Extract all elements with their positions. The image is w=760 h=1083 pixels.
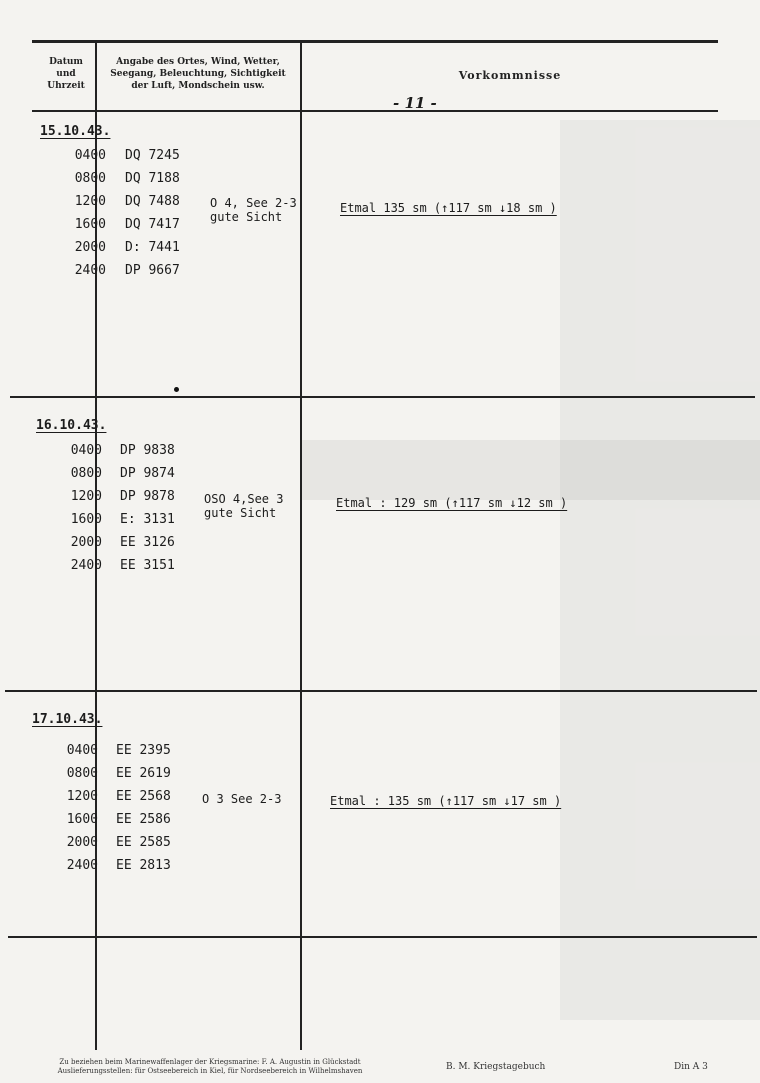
footer-line: Zu beziehen beim Marinewaffenlager der Kriegsmarine: F. A. Augustin in Glückstadt bbox=[59, 1058, 361, 1066]
time-text: 2000 bbox=[74, 240, 106, 255]
header-date-col bbox=[38, 56, 94, 92]
grid-cell: EE 2586 bbox=[116, 812, 171, 827]
time-text: 1600 bbox=[74, 217, 106, 232]
weather-note bbox=[204, 492, 283, 520]
scan-shading bbox=[560, 120, 760, 1020]
time-text: 0800 bbox=[74, 171, 106, 186]
weather-line: O 3 See 2-3 bbox=[202, 792, 282, 806]
time-text: 2400 bbox=[66, 858, 98, 873]
entry-date: 16.10.43. bbox=[36, 418, 107, 433]
time-text: 2400 bbox=[74, 263, 106, 278]
time-cell bbox=[56, 440, 102, 462]
weather-line: OSO 4,See 3 bbox=[204, 492, 284, 506]
time-cell bbox=[56, 555, 102, 577]
time-text: 1200 bbox=[70, 489, 102, 504]
grid-cell: DP 9878 bbox=[120, 489, 175, 504]
grid-cell: EE 2813 bbox=[116, 858, 171, 873]
time-cell bbox=[60, 191, 106, 213]
etmal-note: Etmal : 135 sm (↑117 sm ↓17 sm ) bbox=[330, 794, 562, 808]
weather-line: gute Sicht bbox=[210, 210, 283, 224]
grid-cell: EE 3126 bbox=[120, 535, 175, 550]
time-text: 0400 bbox=[66, 743, 98, 758]
time-text: 1200 bbox=[66, 789, 98, 804]
time-cell bbox=[56, 486, 102, 508]
grid-cell: DQ 7188 bbox=[125, 171, 180, 186]
grid-cell: DQ 7417 bbox=[125, 217, 180, 232]
time-cell bbox=[60, 237, 106, 259]
time-cell bbox=[52, 855, 98, 877]
footer-imprint bbox=[30, 1058, 390, 1076]
time-text: 2000 bbox=[66, 835, 98, 850]
time-cell bbox=[60, 145, 106, 167]
header-text: Seegang, Beleuchtung, Sichtigkeit bbox=[110, 69, 286, 79]
weather-line: O 4, See 2-3 bbox=[210, 196, 297, 210]
grid-cell: DQ 7245 bbox=[125, 148, 180, 163]
time-text: 2400 bbox=[70, 558, 102, 573]
grid-cell: EE 3151 bbox=[120, 558, 175, 573]
etmal-note: Etmal 135 sm (↑117 sm ↓18 sm ) bbox=[340, 201, 557, 215]
header-events-col: Vorkommnisse bbox=[458, 69, 562, 82]
grid-cell: D: 7441 bbox=[125, 240, 180, 255]
place-column-rule bbox=[300, 40, 302, 1050]
header-text: und bbox=[56, 69, 76, 79]
time-cell bbox=[60, 214, 106, 236]
footer-form-name: B. M. Kriegstagebuch bbox=[446, 1062, 546, 1072]
header-text: Datum bbox=[49, 57, 83, 67]
grid-cell: E: 3131 bbox=[120, 512, 175, 527]
header-text: der Luft, Mondschein usw. bbox=[131, 81, 265, 91]
entry-date: 17.10.43. bbox=[32, 712, 103, 727]
time-cell bbox=[52, 786, 98, 808]
time-cell bbox=[60, 168, 106, 190]
time-cell bbox=[52, 763, 98, 785]
time-text: 0800 bbox=[70, 466, 102, 481]
weather-line: gute Sicht bbox=[204, 506, 277, 520]
time-cell bbox=[56, 463, 102, 485]
time-cell bbox=[52, 832, 98, 854]
time-text: 1200 bbox=[74, 194, 106, 209]
time-text: 1600 bbox=[66, 812, 98, 827]
footer-line: Auslieferungsstellen: für Ostseebereich in Kiel, für Nordseebereich in Wilhelmshaven bbox=[57, 1067, 363, 1075]
entry-divider bbox=[10, 396, 755, 398]
time-cell bbox=[52, 740, 98, 762]
time-text: 0400 bbox=[74, 148, 106, 163]
entry-date: 15.10.43. bbox=[40, 124, 111, 139]
time-text: 0800 bbox=[66, 766, 98, 781]
grid-cell: EE 2568 bbox=[116, 789, 171, 804]
grid-cell: EE 2619 bbox=[116, 766, 171, 781]
header-place-col bbox=[98, 56, 298, 92]
time-cell bbox=[52, 809, 98, 831]
weather-note bbox=[210, 196, 297, 224]
grid-cell: DQ 7488 bbox=[125, 194, 180, 209]
entry-divider bbox=[8, 936, 757, 938]
time-cell bbox=[60, 260, 106, 282]
ink-dot bbox=[174, 387, 179, 392]
time-cell bbox=[56, 532, 102, 554]
grid-cell: EE 2395 bbox=[116, 743, 171, 758]
time-cell bbox=[56, 509, 102, 531]
entry-divider bbox=[5, 690, 757, 692]
top-rule bbox=[32, 40, 718, 43]
grid-cell: DP 9667 bbox=[125, 263, 180, 278]
time-text: 2000 bbox=[70, 535, 102, 550]
header-text: Uhrzeit bbox=[47, 81, 85, 91]
page-number: - 11 - bbox=[393, 94, 437, 112]
header-rule bbox=[32, 110, 718, 112]
grid-cell: DP 9838 bbox=[120, 443, 175, 458]
grid-cell: EE 2585 bbox=[116, 835, 171, 850]
footer-paper-size: Din A 3 bbox=[674, 1062, 708, 1072]
time-text: 1600 bbox=[70, 512, 102, 527]
header-text: Angabe des Ortes, Wind, Wetter, bbox=[116, 57, 280, 67]
grid-cell: DP 9874 bbox=[120, 466, 175, 481]
etmal-note: Etmal : 129 sm (↑117 sm ↓12 sm ) bbox=[336, 496, 568, 510]
weather-note bbox=[202, 792, 281, 806]
time-text: 0400 bbox=[70, 443, 102, 458]
